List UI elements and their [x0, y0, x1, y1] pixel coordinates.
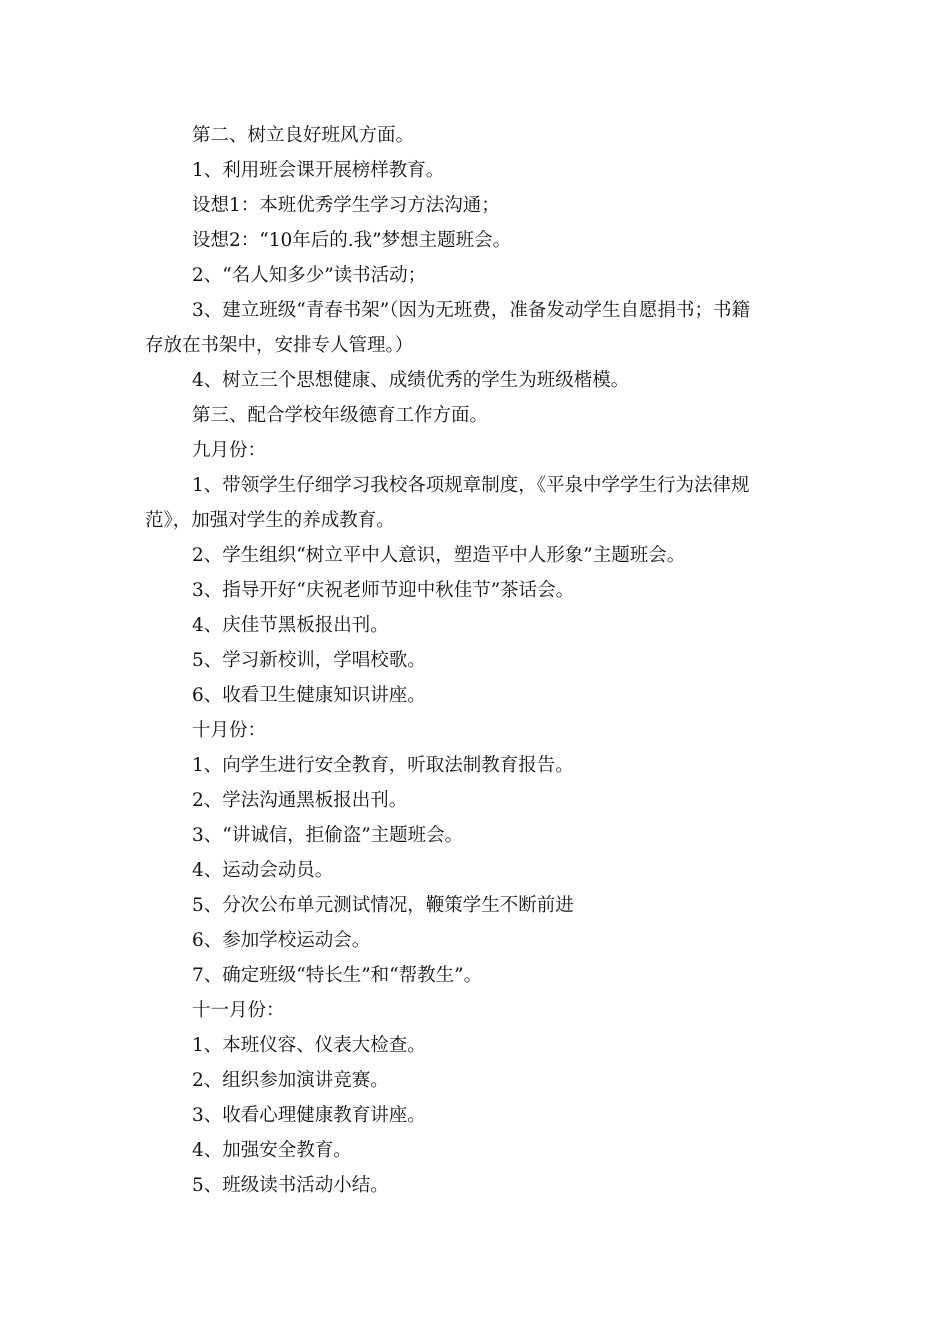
list-item: 3、收看心理健康教育讲座。	[192, 1105, 426, 1126]
list-item: 1、带领学生仔细学习我校各项规章制度，《平泉中学学生行为法律规	[192, 475, 750, 496]
month-heading: 九月份：	[192, 440, 267, 461]
section-heading: 第三、配合学校年级德育工作方面。	[192, 405, 489, 426]
month-heading: 十月份：	[192, 720, 267, 741]
list-item: 7、确定班级“特长生”和“帮教生”。	[192, 965, 483, 986]
list-item: 4、树立三个思想健康、成绩优秀的学生为班级楷模。	[192, 370, 630, 391]
list-item-continuation: 范》，加强对学生的养成教育。	[145, 510, 395, 531]
list-item: 1、利用班会课开展榜样教育。	[192, 160, 445, 181]
list-item: 4、庆佳节黑板报出刊。	[192, 615, 389, 636]
list-item: 设想1：本班优秀学生学习方法沟通；	[192, 195, 500, 216]
list-item: 5、分次公布单元测试情况，鞭策学生不断前进	[192, 895, 574, 916]
list-item-continuation: 存放在书架中，安排专人管理。）	[145, 335, 414, 356]
month-heading: 十一月份：	[192, 1000, 285, 1021]
list-item: 6、参加学校运动会。	[192, 930, 371, 951]
list-item: 4、运动会动员。	[192, 860, 334, 881]
list-item: 1、本班仪容、仪表大检查。	[192, 1035, 426, 1056]
list-item: 4、加强安全教育。	[192, 1140, 352, 1161]
list-item: 2、学法沟通黑板报出刊。	[192, 790, 408, 811]
list-item: 2、“名人知多少”读书活动；	[192, 265, 427, 286]
section-heading: 第二、树立良好班风方面。	[192, 125, 415, 146]
list-item: 2、学生组织“树立平中人意识，塑造平中人形象”主题班会。	[192, 545, 686, 566]
list-item: 3、指导开好“庆祝老师节迎中秋佳节”茶话会。	[192, 580, 575, 601]
list-item: 5、学习新校训，学唱校歌。	[192, 650, 426, 671]
list-item: 6、收看卫生健康知识讲座。	[192, 685, 426, 706]
list-item: 1、向学生进行安全教育，听取法制教育报告。	[192, 755, 574, 776]
list-item: 3、建立班级“青春书架”（因为无班费，准备发动学生自愿捐书；书籍	[192, 300, 750, 321]
list-item: 设想2：“10年后的.我”梦想主题班会。	[192, 230, 512, 251]
list-item: 2、组织参加演讲竞赛。	[192, 1070, 389, 1091]
list-item: 3、“讲诚信，拒偷盗”主题班会。	[192, 825, 464, 846]
list-item: 5、班级读书活动小结。	[192, 1175, 389, 1196]
